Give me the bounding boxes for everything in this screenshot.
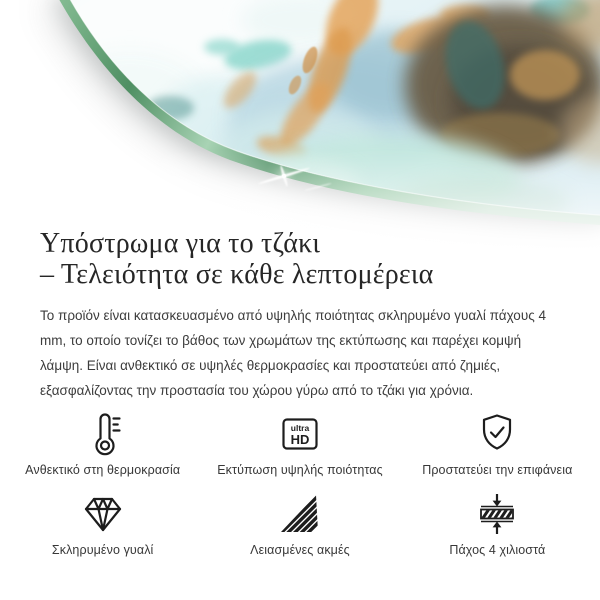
shield-check-icon bbox=[473, 410, 521, 458]
thickness-arrows-icon bbox=[473, 490, 521, 538]
product-description: Το προϊόν είναι κατασκευασμένο από υψηλής ποιότητας σκληρυμένο γυαλί πάχους 4 mm, το οποίο τονίζει το βάθος των χρωμάτων της εκτύπωσης και παρέχει κομψή λάμψη. Είναι ανθεκτικό σε υψηλές θερμοκρασίες και προστατεύει από ζημιές, εξασφαλίζοντας την προστασία του χώρου γύρω από το τζάκι για χρόνια. bbox=[40, 308, 546, 398]
feature-surface-protection bbox=[399, 410, 596, 477]
ultra-hd-icon-text-top: ultra bbox=[290, 423, 310, 433]
polished-edges-icon bbox=[276, 490, 324, 538]
ultra-hd-icon-text-bottom: HD bbox=[290, 432, 310, 447]
diamond-icon bbox=[79, 490, 127, 538]
feature-polished-edges bbox=[201, 490, 398, 557]
feature-label: Εκτύπωση υψηλής ποιότητας bbox=[217, 463, 383, 477]
feature-label: Ανθεκτικό στη θερμοκρασία bbox=[25, 463, 181, 477]
thermometer-icon bbox=[79, 410, 127, 458]
ultra-hd-icon bbox=[276, 410, 324, 458]
page-title-line1: Υπόστρωμα για το τζάκι bbox=[40, 228, 321, 259]
feature-grid bbox=[4, 410, 596, 557]
page-title-line2: – Τελειότητα σε κάθε λεπτομέρεια bbox=[40, 259, 434, 290]
feature-label: Σκληρυμένο γυαλί bbox=[51, 543, 154, 557]
feature-heat-resistant bbox=[4, 410, 201, 477]
feature-tempered-glass bbox=[4, 490, 201, 557]
feature-label: Λειασμένες ακμές bbox=[250, 543, 350, 557]
feature-thickness bbox=[399, 490, 596, 557]
feature-label: Πάχος 4 χιλιοστά bbox=[449, 543, 546, 557]
page-title bbox=[40, 228, 566, 290]
feature-label: Προστατεύει την επιφάνεια bbox=[422, 463, 573, 477]
feature-print-quality bbox=[201, 410, 398, 477]
